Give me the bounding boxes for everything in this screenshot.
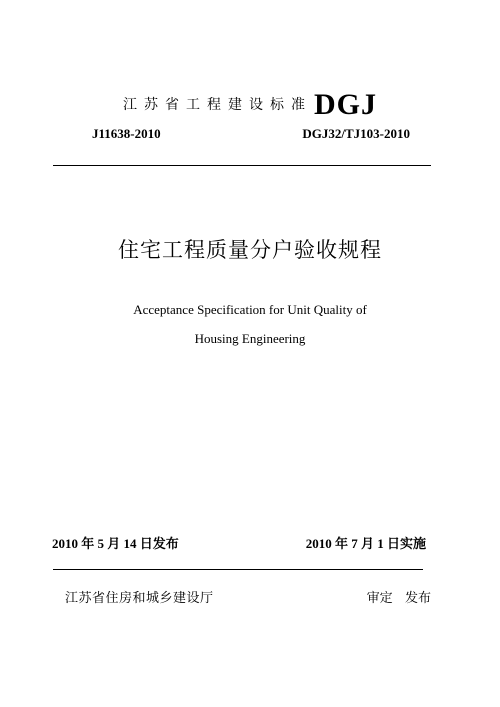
publisher: 江苏省住房和城乡建设厅 [65,591,214,606]
standard-mark: DGJ [314,88,377,121]
document-title-chinese: 住宅工程质量分户验收规程 [118,238,382,262]
document-title-english-line1: Acceptance Specification for Unit Quality of [133,302,367,317]
top-divider [53,165,431,166]
standard-header [0,76,500,120]
standard-number: DGJ32/TJ103-2010 [302,126,410,141]
bottom-divider [53,569,423,570]
effective-date: 2010 年 7 月 1 日实施 [305,536,426,551]
filing-number: J11638-2010 [92,126,161,141]
document-title-english-line2: Housing Engineering [194,331,306,346]
approval-label: 审定 发布 [366,591,431,606]
standard-name: 江苏省工程建设标准 [123,97,312,113]
issue-date: 2010 年 5 月 14 日发布 [52,536,179,551]
